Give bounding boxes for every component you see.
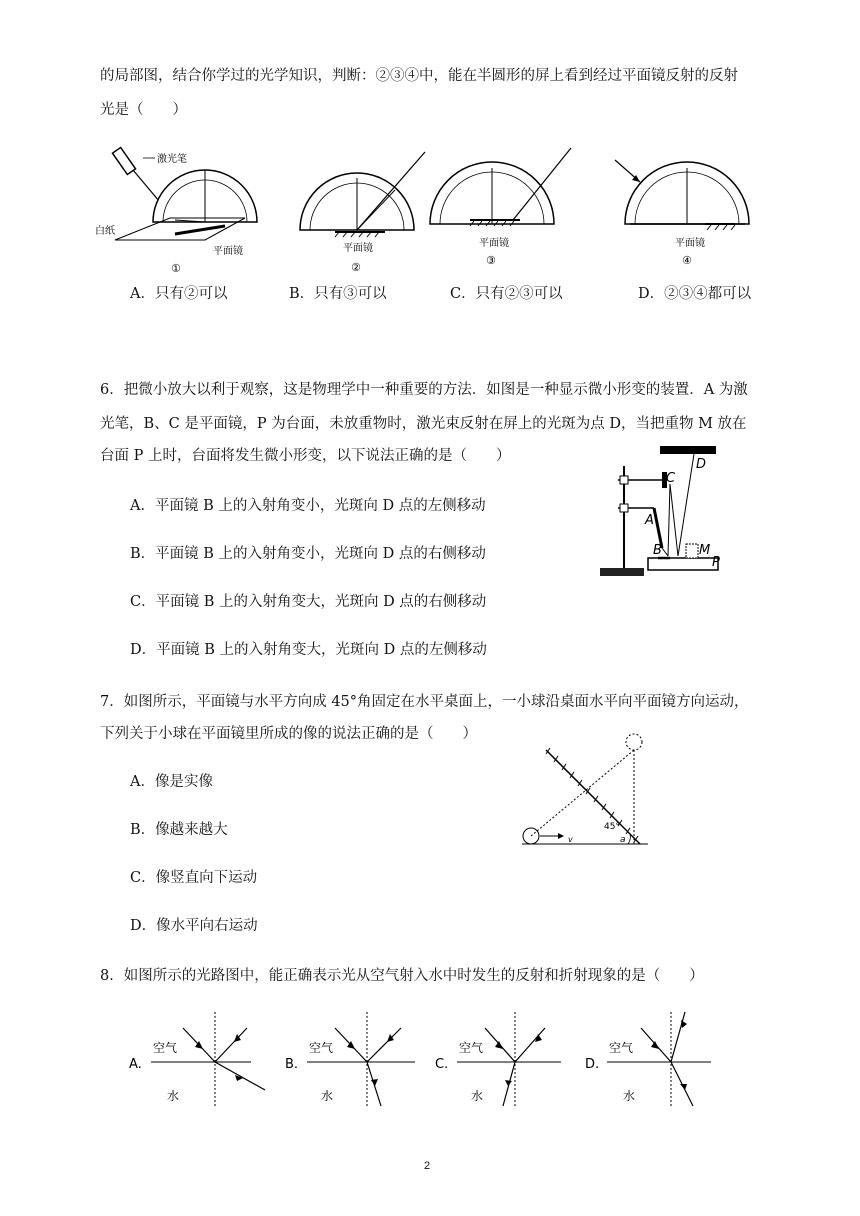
q6-text-line3: 台面 P 上时，台面将发生微小形变，以下说法正确的是（ ）	[100, 448, 511, 464]
q8-figures	[125, 1008, 725, 1118]
q5-caption-2: ②	[351, 261, 361, 274]
q6-label-a: A	[645, 513, 654, 528]
q5-text-line1: 的局部图，结合你学过的光学知识，判断：②③④中，能在半圆形的屏上看到经过平面镜反射的反射	[100, 68, 738, 84]
q6-option-a: A．平面镜 B 上的入射角变小，光斑向 D 点的左侧移动	[130, 498, 486, 514]
q8-air-d: 空气	[609, 1041, 634, 1055]
q6-label-b: B	[653, 543, 662, 558]
q6-label-m: M	[699, 543, 711, 558]
q8-air-a: 空气	[153, 1041, 178, 1055]
q5-label-laser: 激光笔	[157, 154, 187, 165]
q7-label-a: a	[620, 835, 626, 845]
q8-air-c: 空气	[459, 1041, 484, 1055]
q8-water-b: 水	[321, 1089, 334, 1103]
q5-figure-3	[430, 148, 571, 267]
q8-water-a: 水	[167, 1089, 180, 1103]
q6-label-p: P	[712, 555, 720, 570]
q7-option-a: A．像是实像	[130, 774, 213, 790]
q6-figure	[598, 444, 738, 582]
q5-figures	[95, 140, 765, 280]
q7-text-line2: 下列关于小球在平面镜里所成的像的说法正确的是（ ）	[100, 726, 477, 742]
q8-letter-d: D.	[585, 1057, 600, 1072]
q5-label-mirror4: 平面镜	[675, 238, 705, 249]
q6-label-d: D	[696, 457, 707, 472]
q5-label-mirror3: 平面镜	[479, 238, 509, 249]
q5-option-b: B．只有③可以	[289, 286, 387, 302]
q8-figure-d	[585, 1012, 711, 1108]
q7-option-b: B．像越来越大	[130, 822, 228, 838]
q5-caption-1: ①	[171, 262, 181, 275]
q6-option-b: B．平面镜 B 上的入射角变小，光斑向 D 点的右侧移动	[130, 546, 486, 562]
q8-text-line1: 8．如图所示的光路图中，能正确表示光从空气射入水中时发生的反射和折射现象的是（ ）	[100, 968, 704, 984]
q8-figure-b	[285, 1012, 415, 1108]
q5-caption-4: ④	[682, 254, 692, 267]
page-number: 2	[424, 1160, 431, 1172]
q7-label-v: v	[568, 835, 573, 844]
q8-figure-c	[435, 1012, 561, 1108]
q8-letter-b: B.	[285, 1057, 299, 1072]
q6-text-line2: 光笔，B、C 是平面镜，P 为台面，未放重物时，激光束反射在屏上的光斑为点 D，当把重物 M 放在	[100, 416, 747, 432]
q5-caption-3: ③	[486, 254, 496, 267]
q6-text-line1: 6．把微小放大以利于观察，这是物理学中一种重要的方法．如图是一种显示微小形变的装置．A 为激	[100, 382, 748, 398]
q5-option-a: A．只有②可以	[130, 286, 228, 302]
q7-figure	[520, 730, 650, 850]
q5-figure-1	[95, 147, 257, 275]
q6-option-d: D．平面镜 B 上的入射角变大，光斑向 D 点的左侧移动	[130, 642, 487, 658]
q7-label-angle: 45°	[604, 822, 620, 832]
q5-label-mirror1: 平面镜	[213, 246, 243, 257]
q8-air-b: 空气	[309, 1041, 334, 1055]
q7-option-d: D．像水平向右运动	[130, 918, 258, 934]
q5-label-paper: 白纸	[95, 226, 115, 237]
q5-figure-4	[615, 160, 749, 267]
q8-figure-a	[129, 1012, 265, 1108]
q5-figure-2	[300, 152, 425, 274]
q6-label-c: C	[666, 471, 676, 486]
q7-option-c: C．像竖直向下运动	[130, 870, 258, 886]
q8-letter-a: A.	[129, 1057, 142, 1072]
q8-water-c: 水	[471, 1089, 484, 1103]
q7-text-line1: 7．如图所示，平面镜与水平方向成 45°角固定在水平桌面上，一小球沿桌面水平向平面镜方向运动，	[100, 694, 749, 710]
q8-water-d: 水	[623, 1089, 636, 1103]
q5-option-c: C．只有②③可以	[450, 286, 563, 302]
q8-letter-c: C.	[435, 1057, 449, 1072]
q5-label-mirror2: 平面镜	[343, 243, 373, 254]
q5-text-line2: 光是（ ）	[100, 102, 187, 118]
q5-option-d: D．②③④都可以	[638, 286, 752, 302]
q6-option-c: C．平面镜 B 上的入射角变大，光斑向 D 点的右侧移动	[130, 594, 487, 610]
